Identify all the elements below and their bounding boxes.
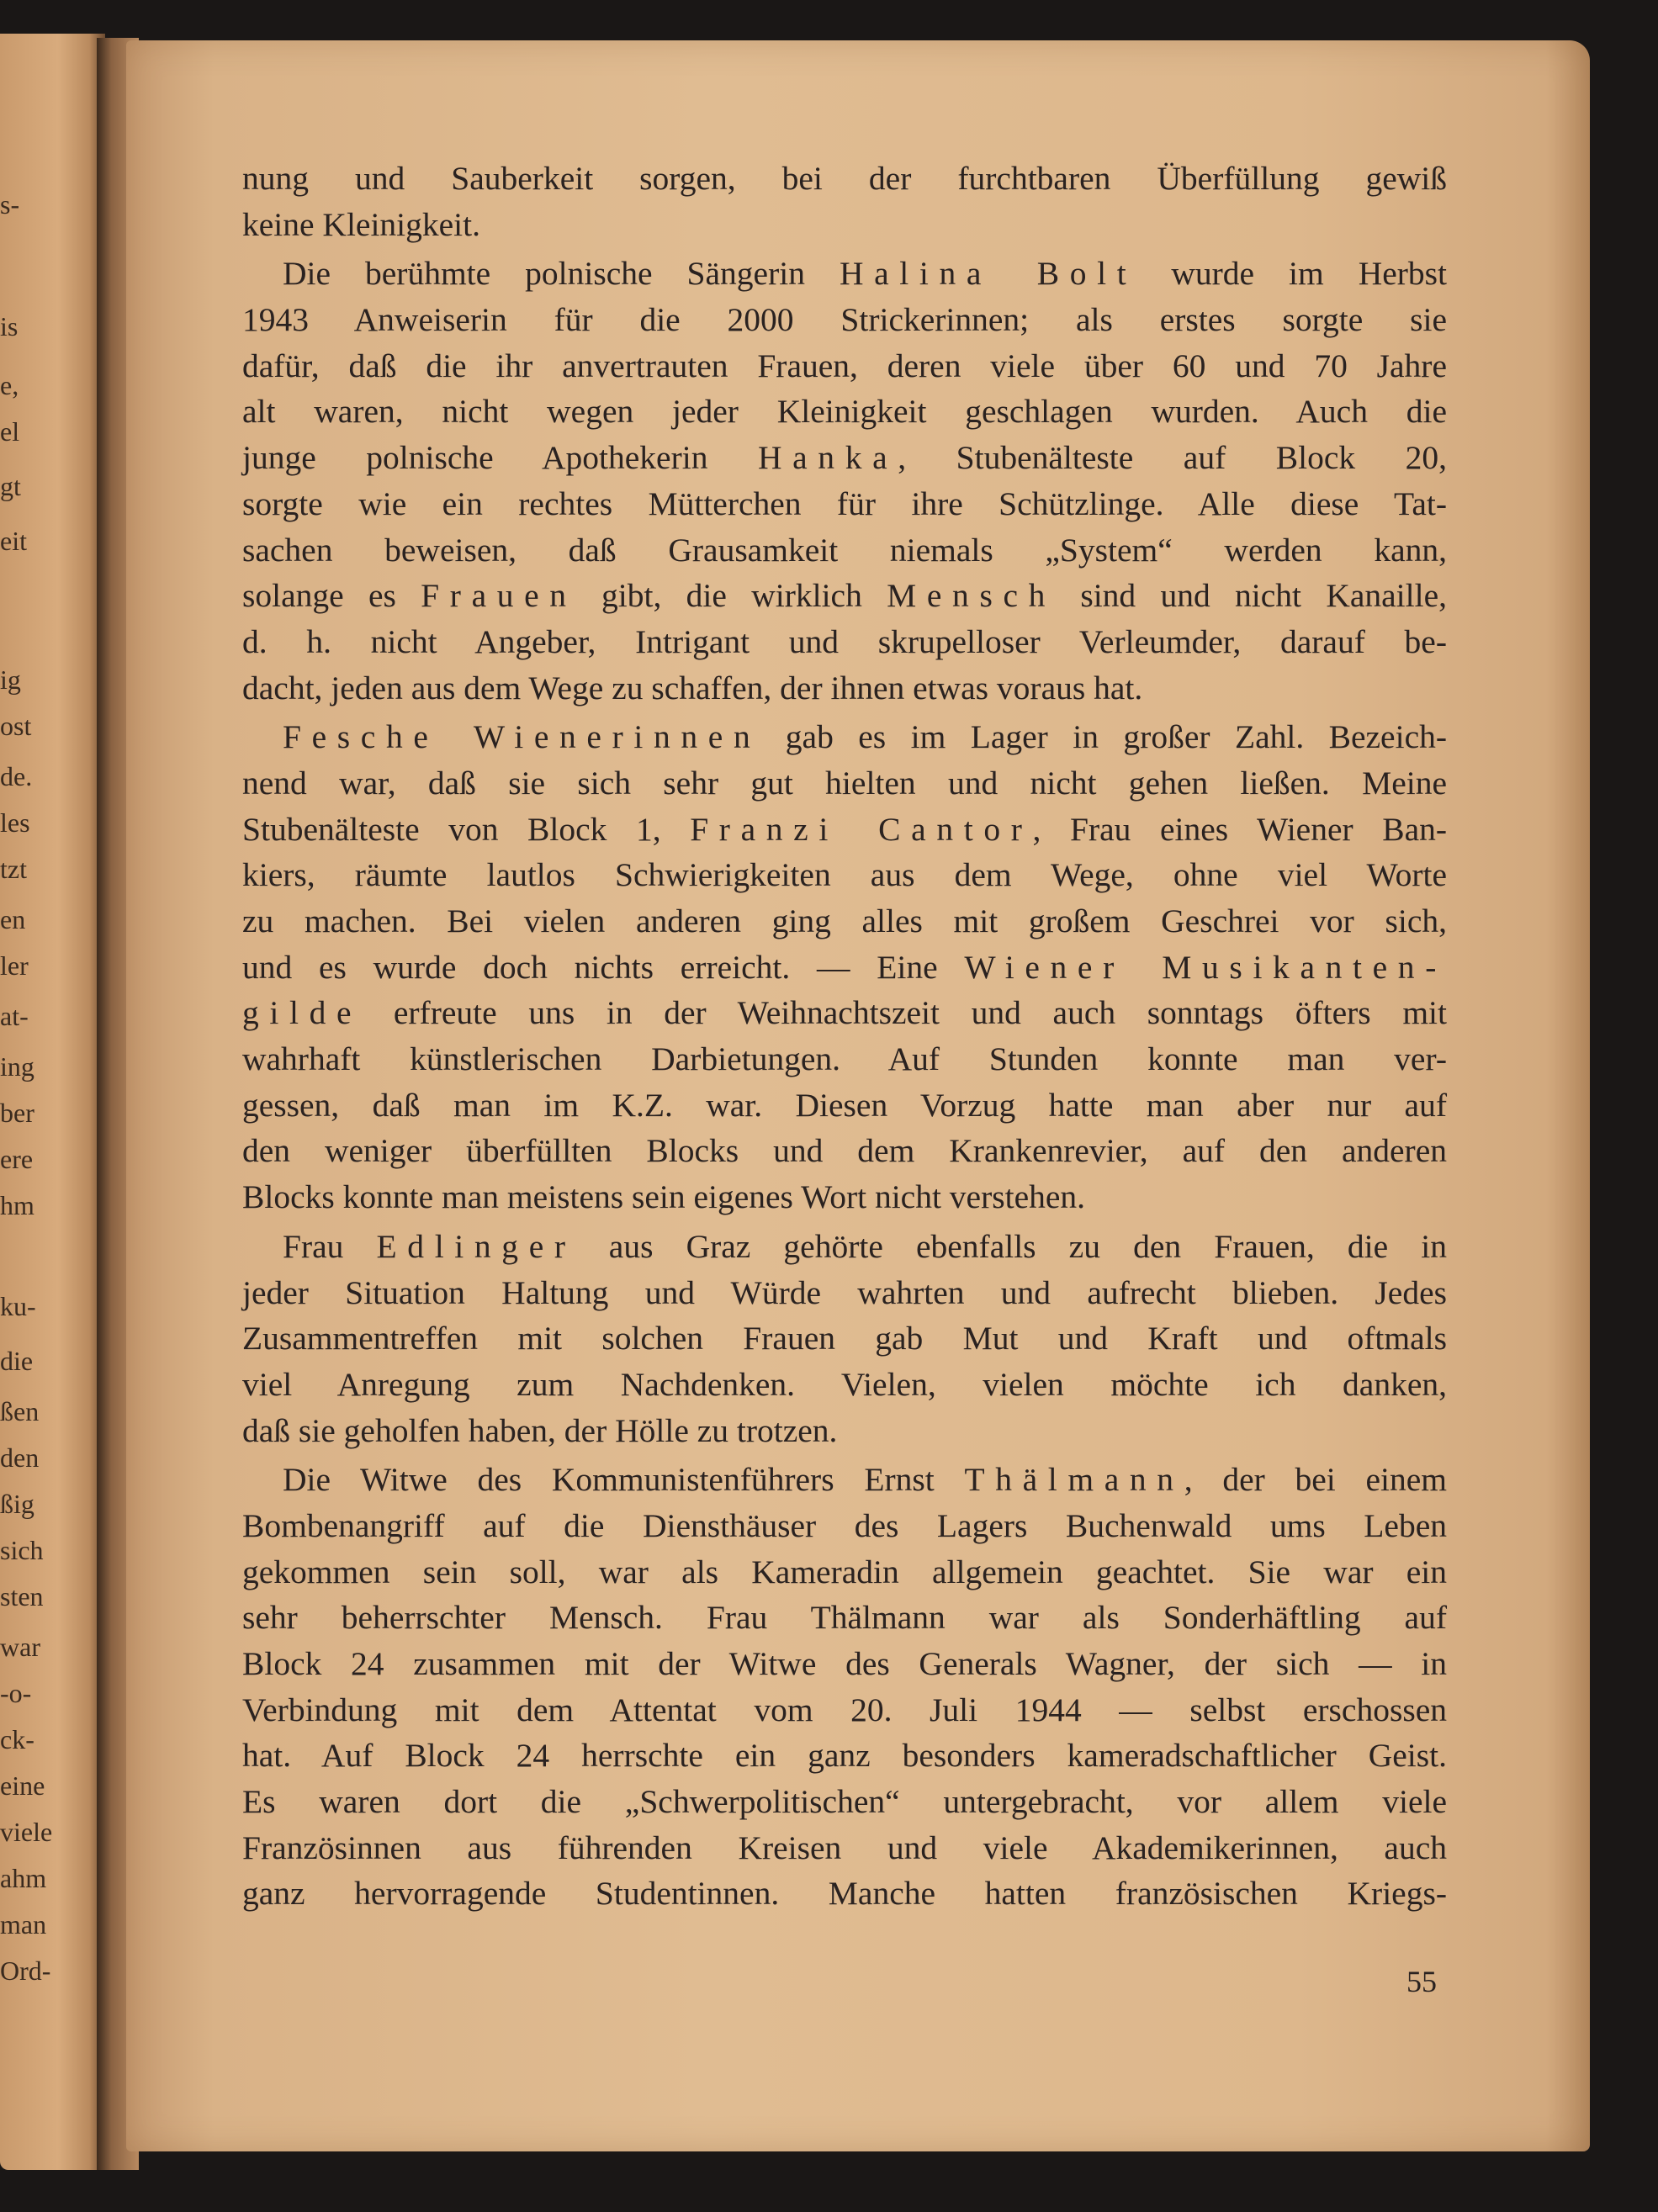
facing-page-fragment: ahm <box>0 1863 47 1893</box>
spaced-word: Mensch <box>887 577 1057 615</box>
facing-page-fragment: sten <box>0 1581 44 1611</box>
facing-page-fragment: s- <box>0 189 20 220</box>
text-line: solange es Frauen gibt, die wirklich Mensch sind und nicht Kanaille, <box>242 577 1447 615</box>
facing-page-fragment: viele <box>0 1817 53 1847</box>
facing-page-fragment: eit <box>0 526 27 556</box>
facing-page-fragment: den <box>0 1442 40 1473</box>
text-line: gilde erfreute uns in der Weihnachtszeit und auch sonntags öfters mit <box>242 994 1447 1032</box>
text-line: Fesche Wienerinnen gab es im Lager in großer Zahl. Bezeich- <box>283 718 1447 756</box>
text-line: hat. Auf Block 24 herrschte ein ganz besonders kameradschaftlicher Geist. <box>242 1737 1447 1775</box>
page-body-text <box>242 156 1447 1917</box>
text-line: viel Anregung zum Nachdenken. Vielen, vielen möchte ich danken, <box>242 1365 1447 1403</box>
facing-page-fragment: el <box>0 416 20 447</box>
facing-page-fragment: ost <box>0 711 32 741</box>
text-line: sehr beherrschter Mensch. Frau Thälmann war als Sonderhäftling auf <box>242 1599 1447 1637</box>
facing-page-fragment: e, <box>0 370 19 400</box>
spaced-name: Wiener Musikanten- <box>964 948 1447 986</box>
text-line: Stubenälteste von Block 1, Franzi Cantor, Frau eines Wiener Ban- <box>242 810 1447 848</box>
text-line: Blocks konnte man meistens sein eigenes Wort nicht verstehen. <box>242 1178 1086 1216</box>
spaced-name: Franzi Cantor <box>690 810 1033 848</box>
facing-page-fragment: eine <box>0 1770 45 1801</box>
text-line: Die Witwe des Kommunistenführers Ernst Thälmann, der bei einem <box>283 1461 1447 1499</box>
facing-page-fragment: ck- <box>0 1724 34 1754</box>
page-number: 55 <box>1406 1965 1437 1998</box>
facing-page-fragment: les <box>0 807 30 838</box>
text-line: sorgte wie ein rechtes Mütterchen für ihre Schützlinge. Alle diese Tat- <box>242 484 1447 522</box>
facing-page-fragment: ku- <box>0 1291 36 1321</box>
text-line: daß sie geholfen haben, der Hölle zu trotzen. <box>242 1411 838 1449</box>
facing-page-fragment: die <box>0 1346 34 1376</box>
spaced-word: Frauen <box>421 577 577 615</box>
text-line: ganz hervorragende Studentinnen. Manche hatten französischen Kriegs- <box>242 1875 1447 1913</box>
text-line: 1943 Anweiserin für die 2000 Strickerinnen; als erstes sorgte sie <box>242 301 1447 339</box>
spaced-name: Fesche Wienerinnen <box>283 718 761 756</box>
text-line: dafür, daß die ihr anvertrauten Frauen, deren viele über 60 und 70 Jahre <box>242 347 1447 384</box>
facing-page-fragment: ßen <box>0 1396 40 1426</box>
spaced-name: gilde <box>242 994 363 1032</box>
facing-page-fragment: -o- <box>0 1678 32 1708</box>
facing-page-fragment: is <box>0 311 19 341</box>
spaced-name: Hanka <box>757 439 898 477</box>
facing-page-fragment: ere <box>0 1144 34 1174</box>
text-line: den weniger überfüllten Blocks und dem Krankenrevier, auf den anderen <box>242 1132 1447 1170</box>
text-line: Frau Edlinger aus Graz gehörte ebenfalls zu den Frauen, die in <box>283 1227 1448 1265</box>
facing-page-fragment: ig <box>0 664 21 695</box>
facing-page-fragment: hm <box>0 1190 34 1220</box>
facing-page-fragment: man <box>0 1909 47 1939</box>
text-line: Französinnen aus führenden Kreisen und viele Akademikerinnen, auch <box>242 1828 1447 1866</box>
facing-page-fragment: tzt <box>0 854 27 884</box>
text-line: nung und Sauberkeit sorgen, bei der furchtbaren Überfüllung gewiß <box>242 160 1447 197</box>
facing-page-fragment: at- <box>0 1001 29 1031</box>
text-line: alt waren, nicht wegen jeder Kleinigkeit geschlagen wurden. Auch die <box>242 393 1447 431</box>
text-line: jeder Situation Haltung und Würde wahrten und aufrecht blieben. Jedes <box>242 1273 1447 1311</box>
text-line: Bombenangriff auf die Diensthäuser des Lagers Buchenwald ums Leben <box>242 1506 1447 1544</box>
text-line: zu machen. Bei vielen anderen ging alles mit großem Geschrei vor sich, <box>242 902 1447 939</box>
text-line: wahrhaft künstlerischen Darbietungen. Auf Stunden konnte man ver- <box>242 1040 1447 1078</box>
facing-page-fragment: ler <box>0 950 29 981</box>
text-line: gessen, daß man im K.Z. war. Diesen Vorzug hatte man aber nur auf <box>242 1086 1447 1124</box>
facing-page-fragment: gt <box>0 471 21 501</box>
facing-page-fragment: ßig <box>0 1489 34 1519</box>
text-line: Block 24 zusammen mit der Witwe des Generals Wagner, der sich — in <box>242 1645 1447 1682</box>
facing-page-fragment: en <box>0 904 26 934</box>
text-line: sachen beweisen, daß Grausamkeit niemals „System“ werden kann, <box>242 531 1447 569</box>
facing-page-fragment: Ord- <box>0 1955 51 1986</box>
text-line: dacht, jeden aus dem Wege zu schaffen, der ihnen etwas voraus hat. <box>242 669 1143 706</box>
text-line: und es wurde doch nichts erreicht. — Eine Wiener Musikanten- <box>242 948 1447 986</box>
text-line: Zusammentreffen mit solchen Frauen gab Mut und Kraft und oftmals <box>242 1320 1447 1357</box>
facing-page-fragment: ing <box>0 1051 34 1082</box>
text-line: d. h. nicht Angeber, Intrigant und skrupelloser Verleumder, darauf be- <box>242 622 1447 660</box>
spaced-name: Halina Bolt <box>839 255 1137 293</box>
text-line: Es waren dort die „Schwerpolitischen“ untergebracht, vor allem viele <box>242 1783 1447 1821</box>
text-line: kiers, räumte lautlos Schwierigkeiten aus dem Wege, ohne viel Worte <box>242 856 1447 894</box>
text-line: nend war, daß sie sich sehr gut hielten und nicht gehen ließen. Meine <box>242 764 1447 802</box>
text-line: Verbindung mit dem Attentat vom 20. Juli 1944 — selbst erschossen <box>242 1691 1447 1728</box>
spaced-name: Edlinger <box>376 1227 576 1265</box>
text-line: Die berühmte polnische Sängerin Halina Bolt wurde im Herbst <box>283 255 1448 293</box>
facing-page-fragment: ber <box>0 1098 34 1128</box>
spaced-name: Thälmann <box>964 1461 1184 1499</box>
facing-page-fragment: war <box>0 1632 40 1662</box>
text-line: gekommen sein soll, war als Kameradin allgemein geachtet. Sie war ein <box>242 1553 1447 1590</box>
facing-page-fragment: de. <box>0 761 33 791</box>
facing-page-fragment: sich <box>0 1535 44 1565</box>
text-line: junge polnische Apothekerin Hanka, Stubenälteste auf Block 20, <box>242 439 1447 477</box>
text-line: keine Kleinigkeit. <box>242 205 480 243</box>
